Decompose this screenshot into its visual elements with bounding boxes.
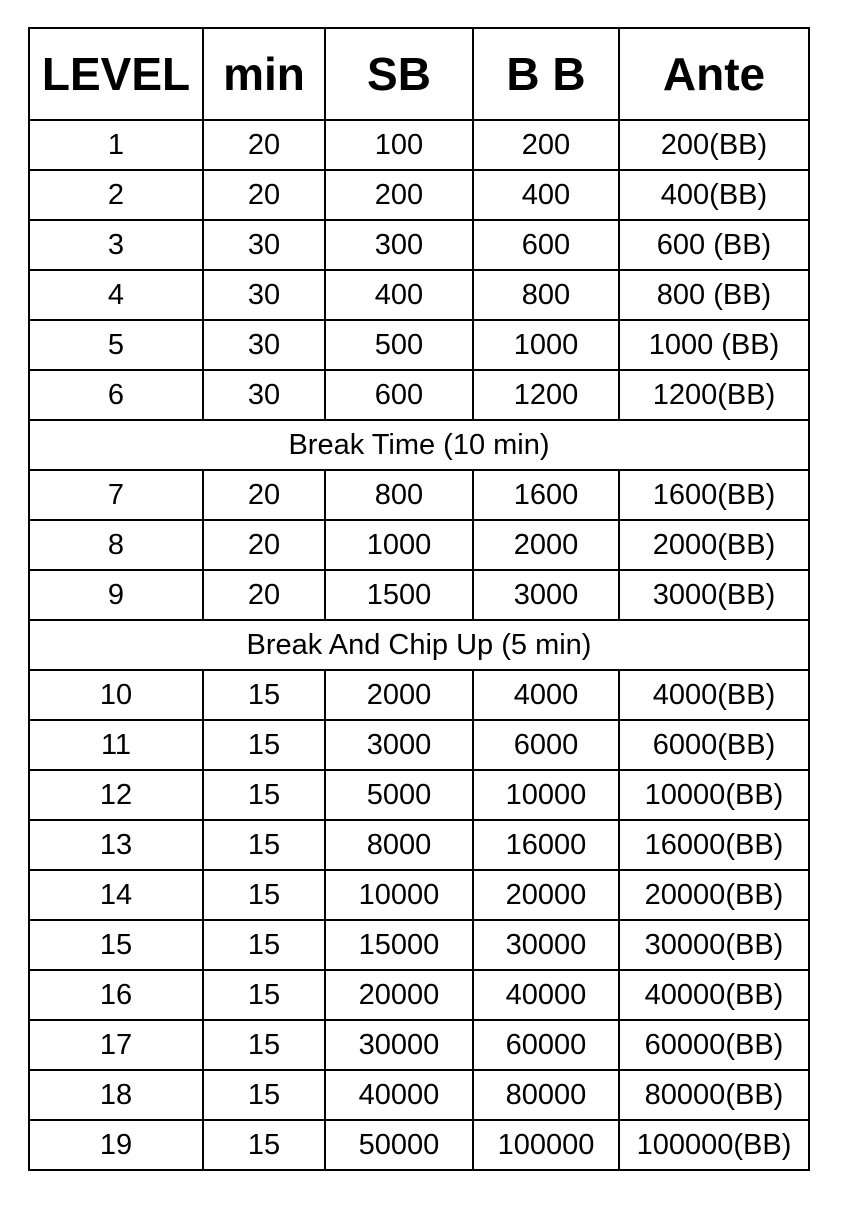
bb-cell: 20000	[473, 870, 619, 920]
sb-cell: 400	[325, 270, 473, 320]
bb-cell: 100000	[473, 1120, 619, 1170]
ante-cell: 40000(BB)	[619, 970, 809, 1020]
sb-cell: 1000	[325, 520, 473, 570]
level-cell: 13	[29, 820, 203, 870]
ante-cell: 10000(BB)	[619, 770, 809, 820]
ante-cell: 60000(BB)	[619, 1020, 809, 1070]
ante-cell: 16000(BB)	[619, 820, 809, 870]
table-row	[29, 120, 809, 170]
sb-cell: 1500	[325, 570, 473, 620]
min-cell: 30	[203, 370, 325, 420]
min-cell: 20	[203, 570, 325, 620]
ante-cell: 2000(BB)	[619, 520, 809, 570]
table-row	[29, 870, 809, 920]
level-cell: 7	[29, 470, 203, 520]
table-row	[29, 720, 809, 770]
ante-cell: 4000(BB)	[619, 670, 809, 720]
bb-cell: 1000	[473, 320, 619, 370]
ante-cell: 1200(BB)	[619, 370, 809, 420]
header-bb: B B	[473, 28, 619, 120]
bb-cell: 30000	[473, 920, 619, 970]
bb-cell: 4000	[473, 670, 619, 720]
table-row	[29, 170, 809, 220]
header-sb: SB	[325, 28, 473, 120]
ante-cell: 800 (BB)	[619, 270, 809, 320]
table-row	[29, 770, 809, 820]
min-cell: 15	[203, 820, 325, 870]
min-cell: 20	[203, 170, 325, 220]
sb-cell: 2000	[325, 670, 473, 720]
min-cell: 15	[203, 1020, 325, 1070]
header-ante: Ante	[619, 28, 809, 120]
sb-cell: 200	[325, 170, 473, 220]
min-cell: 30	[203, 270, 325, 320]
level-cell: 10	[29, 670, 203, 720]
table-header	[29, 28, 809, 120]
ante-cell: 400(BB)	[619, 170, 809, 220]
level-cell: 11	[29, 720, 203, 770]
blind-structure-table	[28, 27, 810, 1171]
header-level: LEVEL	[29, 28, 203, 120]
level-cell: 15	[29, 920, 203, 970]
sb-cell: 100	[325, 120, 473, 170]
sb-cell: 15000	[325, 920, 473, 970]
min-cell: 30	[203, 220, 325, 270]
min-cell: 20	[203, 520, 325, 570]
sb-cell: 5000	[325, 770, 473, 820]
sb-cell: 600	[325, 370, 473, 420]
header-row	[29, 28, 809, 120]
ante-cell: 30000(BB)	[619, 920, 809, 970]
sb-cell: 300	[325, 220, 473, 270]
header-min: min	[203, 28, 325, 120]
ante-cell: 6000(BB)	[619, 720, 809, 770]
bb-cell: 60000	[473, 1020, 619, 1070]
level-cell: 8	[29, 520, 203, 570]
bb-cell: 3000	[473, 570, 619, 620]
sb-cell: 3000	[325, 720, 473, 770]
ante-cell: 100000(BB)	[619, 1120, 809, 1170]
table-row	[29, 970, 809, 1020]
ante-cell: 600 (BB)	[619, 220, 809, 270]
min-cell: 15	[203, 720, 325, 770]
min-cell: 20	[203, 120, 325, 170]
ante-cell: 80000(BB)	[619, 1070, 809, 1120]
break-label: Break Time (10 min)	[29, 420, 809, 470]
table-row	[29, 520, 809, 570]
min-cell: 15	[203, 870, 325, 920]
table-row	[29, 820, 809, 870]
level-cell: 18	[29, 1070, 203, 1120]
table-row	[29, 920, 809, 970]
break-label: Break And Chip Up (5 min)	[29, 620, 809, 670]
ante-cell: 1000 (BB)	[619, 320, 809, 370]
min-cell: 15	[203, 670, 325, 720]
table-row	[29, 370, 809, 420]
bb-cell: 800	[473, 270, 619, 320]
sb-cell: 30000	[325, 1020, 473, 1070]
level-cell: 5	[29, 320, 203, 370]
sb-cell: 500	[325, 320, 473, 370]
level-cell: 3	[29, 220, 203, 270]
ante-cell: 200(BB)	[619, 120, 809, 170]
bb-cell: 400	[473, 170, 619, 220]
table-body	[29, 120, 809, 1170]
min-cell: 15	[203, 970, 325, 1020]
sb-cell: 40000	[325, 1070, 473, 1120]
table-row	[29, 1070, 809, 1120]
table-row	[29, 270, 809, 320]
bb-cell: 10000	[473, 770, 619, 820]
table-row	[29, 470, 809, 520]
min-cell: 30	[203, 320, 325, 370]
min-cell: 15	[203, 920, 325, 970]
bb-cell: 6000	[473, 720, 619, 770]
sb-cell: 50000	[325, 1120, 473, 1170]
sb-cell: 8000	[325, 820, 473, 870]
level-cell: 2	[29, 170, 203, 220]
bb-cell: 40000	[473, 970, 619, 1020]
min-cell: 15	[203, 1120, 325, 1170]
bb-cell: 1200	[473, 370, 619, 420]
bb-cell: 200	[473, 120, 619, 170]
level-cell: 4	[29, 270, 203, 320]
level-cell: 1	[29, 120, 203, 170]
level-cell: 14	[29, 870, 203, 920]
bb-cell: 80000	[473, 1070, 619, 1120]
level-cell: 12	[29, 770, 203, 820]
bb-cell: 16000	[473, 820, 619, 870]
break-row	[29, 620, 809, 670]
ante-cell: 1600(BB)	[619, 470, 809, 520]
table-row	[29, 670, 809, 720]
table-row	[29, 1020, 809, 1070]
level-cell: 6	[29, 370, 203, 420]
ante-cell: 20000(BB)	[619, 870, 809, 920]
sb-cell: 10000	[325, 870, 473, 920]
level-cell: 9	[29, 570, 203, 620]
level-cell: 16	[29, 970, 203, 1020]
min-cell: 15	[203, 1070, 325, 1120]
level-cell: 19	[29, 1120, 203, 1170]
bb-cell: 1600	[473, 470, 619, 520]
table-row	[29, 220, 809, 270]
bb-cell: 2000	[473, 520, 619, 570]
table-row	[29, 1120, 809, 1170]
min-cell: 15	[203, 770, 325, 820]
break-row	[29, 420, 809, 470]
bb-cell: 600	[473, 220, 619, 270]
level-cell: 17	[29, 1020, 203, 1070]
table-row	[29, 570, 809, 620]
min-cell: 20	[203, 470, 325, 520]
sb-cell: 800	[325, 470, 473, 520]
ante-cell: 3000(BB)	[619, 570, 809, 620]
table-row	[29, 320, 809, 370]
sb-cell: 20000	[325, 970, 473, 1020]
